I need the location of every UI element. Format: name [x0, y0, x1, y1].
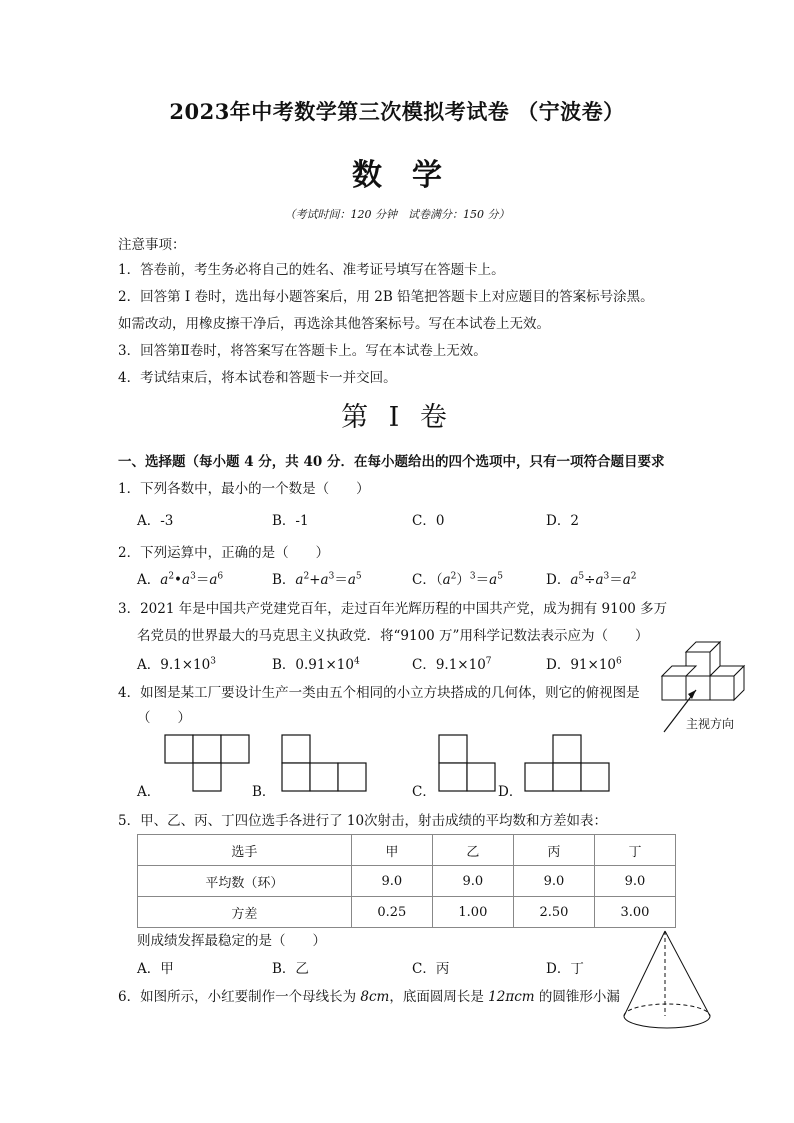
table-row	[138, 866, 676, 897]
table-cell: 方差	[138, 897, 352, 928]
exam-title: 2023年中考数学第三次模拟考试卷 （宁波卷）	[169, 99, 625, 124]
q5-option-b: B．乙	[272, 961, 309, 977]
q4-option-d-figure	[524, 734, 612, 792]
q3-stem-line1: 3．2021 年是中国共产党建党百年，走过百年光辉历程的中国共产党，成为拥有 9100 多万	[118, 601, 668, 617]
table-cell: 乙	[432, 835, 513, 866]
table-cell: 丙	[513, 835, 594, 866]
q3-option-b: B．$0.91\times 10^4$	[272, 656, 360, 673]
cone-figure	[618, 928, 718, 1034]
q4-option-a: A．	[137, 784, 161, 800]
q4-paren: （ ）	[137, 710, 191, 726]
q5-option-c: C．丙	[412, 961, 450, 977]
q5-stem: 5．甲、乙、丙、丁四位选手各进行了 10次射击，射击成绩的平均数和方差如表：	[118, 813, 608, 829]
note-item: 1．答卷前，考生务必将自己的姓名、准考证号填写在答题卡上。	[118, 262, 505, 278]
table-row	[138, 897, 676, 928]
q2-option-d: D．$a^5\div a^3=a^2$	[546, 571, 637, 588]
q2-option-a: A．$a^2•a^3=a^6$	[137, 571, 224, 588]
cube-solid-figure	[648, 632, 778, 742]
table-cell: 选手	[138, 835, 352, 866]
table-cell: 9.0	[432, 866, 513, 897]
notes-heading: 注意事项：	[118, 237, 186, 253]
q3-option-a: A．$9.1\times 10^3$	[137, 656, 216, 673]
table-cell: 平均数（环）	[138, 866, 352, 897]
table-cell: 3.00	[594, 897, 675, 928]
note-item: 2．回答第 I 卷时，选出每小题答案后，用 2B 铅笔把答题卡上对应题目的答案标号涂黑。	[118, 289, 654, 305]
table-header-row	[138, 835, 676, 866]
q4-stem: 4．如图是某工厂要设计生产一类由五个相同的小立方块搭成的几何体，则它的俯视图是	[118, 685, 640, 701]
q5-question: 则成绩发挥最稳定的是（ ）	[137, 933, 326, 949]
note-item: 3．回答第Ⅱ卷时，将答案写在答题卡上。写在本试卷上无效。	[118, 343, 487, 359]
q4-option-c-figure	[438, 734, 498, 792]
q1-option-c: C．0	[412, 513, 445, 529]
q2-option-c: C．$(a^2)^3=a^5$	[412, 571, 503, 588]
q1-stem: 1．下列各数中，最小的一个数是（ ）	[118, 481, 370, 497]
table-cell: 甲	[351, 835, 432, 866]
q3-option-d: D．$91\times 10^6$	[546, 656, 622, 673]
q1-option-a: A．-3	[137, 513, 174, 529]
q1-option-b: B．-1	[272, 513, 309, 529]
exam-info: （考试时间：120 分钟 试卷满分：150 分）	[284, 208, 510, 221]
q5-score-table	[137, 834, 676, 928]
view-direction-label: 主视方向	[686, 717, 735, 731]
table-cell: 丁	[594, 835, 675, 866]
q4-option-b: B．	[252, 784, 276, 800]
q3-option-c: C．$9.1\times 10^7$	[412, 656, 492, 673]
q4-option-c: C．	[412, 784, 436, 800]
q5-option-d: D．丁	[546, 961, 584, 977]
q3-stem-line2: 名党员的世界最大的马克思主义执政党．将“9100 万”用科学记数法表示应为（ ）	[137, 628, 649, 644]
q5-option-a: A．甲	[137, 961, 174, 977]
note-item: 如需改动，用橡皮擦干净后，再选涂其他答案标号。写在本试卷上无效。	[118, 316, 550, 332]
table-cell: 9.0	[594, 866, 675, 897]
q1-option-d: D．2	[546, 513, 579, 529]
table-cell: 9.0	[513, 866, 594, 897]
table-cell: 9.0	[351, 866, 432, 897]
table-cell: 0.25	[351, 897, 432, 928]
note-item: 4．考试结束后，将本试卷和答题卡一并交回。	[118, 370, 397, 386]
subject-title: 数学	[352, 158, 472, 193]
q4-option-a-figure	[164, 734, 252, 792]
table-cell: 1.00	[432, 897, 513, 928]
q4-option-b-figure	[281, 734, 369, 792]
q2-stem: 2．下列运算中，正确的是（ ）	[118, 545, 330, 561]
section-title: 第 I 卷	[341, 402, 453, 433]
table-cell: 2.50	[513, 897, 594, 928]
q2-option-b: B．$a^2+a^3=a^5$	[272, 571, 362, 588]
part1-heading: 一、选择题（每小题 4 分，共 40 分．在每小题给出的四个选项中，只有一项符合题目要求	[118, 454, 665, 470]
q4-option-d: D．	[498, 784, 523, 800]
q6-stem: 6．如图所示，小红要制作一个母线长为 8cm，底面圆周长是 12πcm 的圆锥形小漏	[118, 989, 620, 1005]
